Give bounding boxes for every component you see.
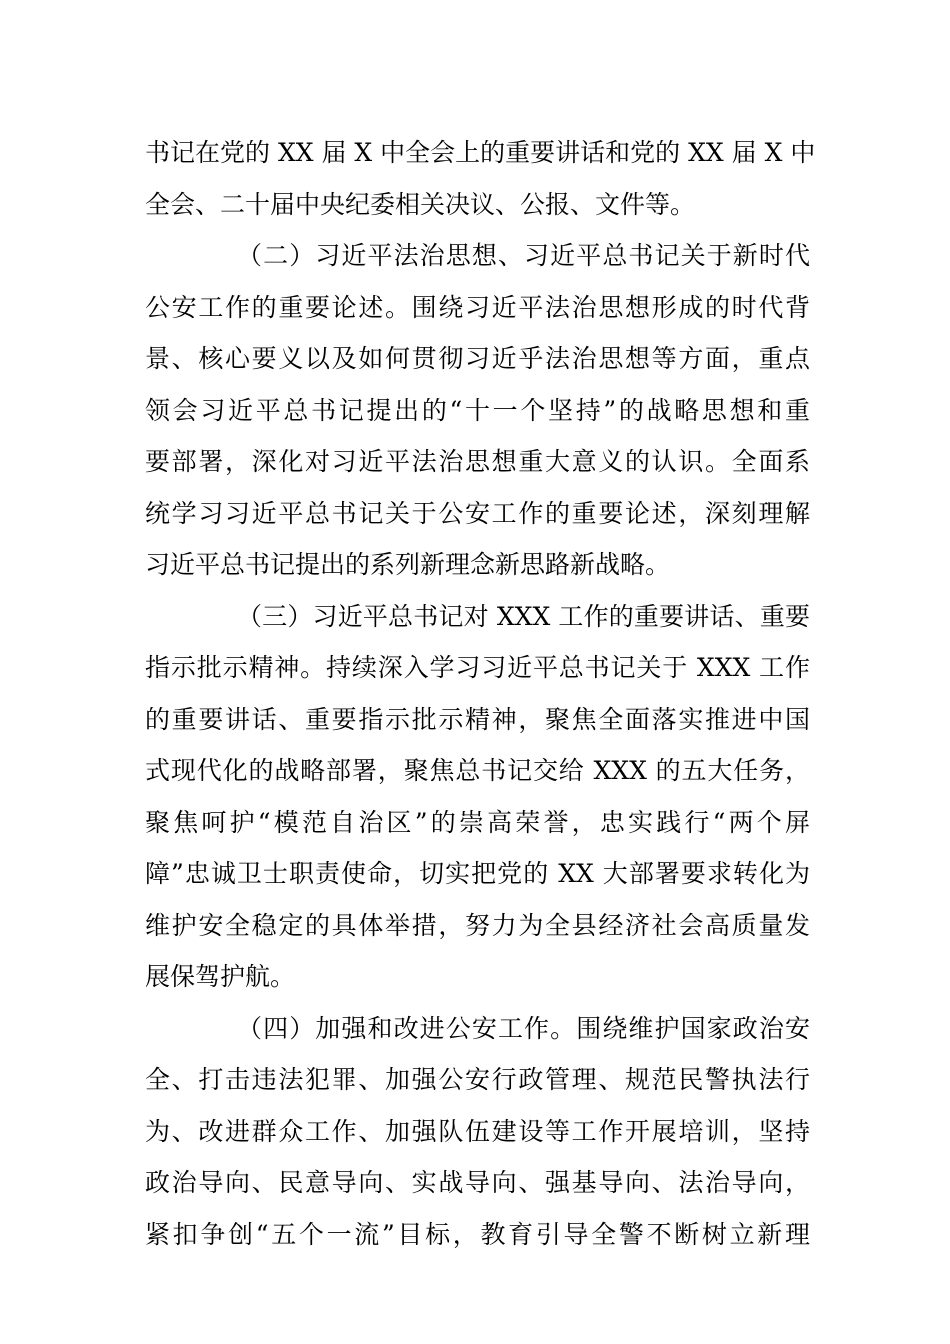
text-line: 全会、二十届中央纪委相关决议、公报、文件等。 <box>145 189 696 219</box>
text-line: 障”忠诚卫士职责使命，切实把党的 XX 大部署要求转化为 <box>145 859 810 888</box>
text-line: 紧扣争创“五个一流”目标，教育引导全警不断树立新理 <box>145 1219 810 1249</box>
section-heading-line: （四）加强和改进公安工作。围绕维护国家政治安 <box>237 1013 810 1043</box>
text-line: 景、核心要义以及如何贯彻习近乎法治思想等方面，重点 <box>145 344 810 373</box>
text-line: 全、打击违法犯罪、加强公安行政管理、规范民警执法行 <box>145 1065 810 1094</box>
text-line: 要部署，深化对习近平法治思想重大意义的认识。全面系 <box>145 447 810 476</box>
text-line: 为、改进群众工作、加强队伍建设等工作开展培训，坚持 <box>145 1116 810 1146</box>
text-line: 统学习习近平总书记关于公安工作的重要论述，深刻理解 <box>145 498 810 528</box>
body-text <box>145 127 816 1260</box>
section-heading-line: （二）习近平法治思想、习近平总书记关于新时代 <box>237 241 810 270</box>
text-line: 指示批示精神。持续深入学习习近平总书记关于 XXX 工作 <box>145 653 810 682</box>
text-line: 维护安全稳定的具体举措，努力为全县经济社会高质量发 <box>145 910 810 940</box>
text-line: 聚焦呵护“模范自治区”的崇高荣誉，忠实践行“两个屏 <box>145 807 810 837</box>
text-line: 书记在党的 XX 届 X 中全会上的重要讲话和党的 XX 届 X 中 <box>145 138 816 167</box>
text-line: 政治导向、民意导向、实战导向、强基导向、法治导向， <box>145 1168 810 1197</box>
text-line: 展保驾护航。 <box>145 962 296 991</box>
text-line: 习近平总书记提出的系列新理念新思路新战略。 <box>145 550 671 579</box>
text-line: 领会习近平总书记提出的“十一个坚持”的战略思想和重 <box>145 395 810 425</box>
section-heading-line: （三）习近平总书记对 XXX 工作的重要讲话、重要 <box>237 601 810 631</box>
text-line: 式现代化的战略部署，聚焦总书记交给 XXX 的五大任务， <box>145 756 810 785</box>
text-line: 的重要讲话、重要指示批示精神，聚焦全面落实推进中国 <box>145 704 810 734</box>
text-line: 公安工作的重要论述。围绕习近平法治思想形成的时代背 <box>145 292 810 322</box>
